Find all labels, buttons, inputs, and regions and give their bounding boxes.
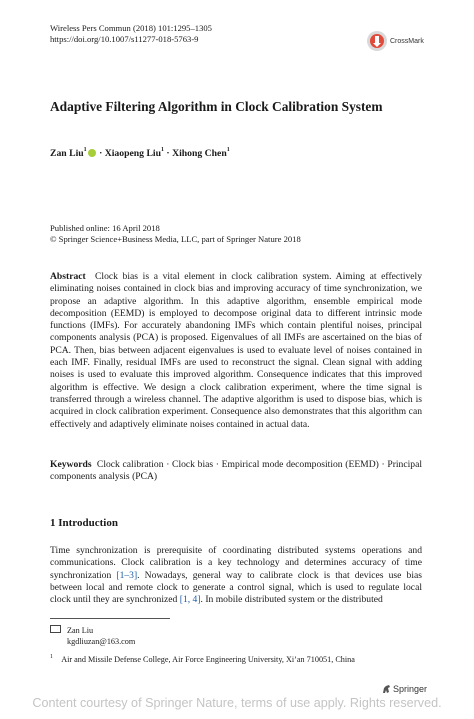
affiliation-footnote xyxy=(50,655,355,664)
springer-horse-icon xyxy=(382,684,391,694)
journal-header xyxy=(50,23,212,44)
paper-title: Adaptive Filtering Algorithm in Clock Calibration System xyxy=(50,99,383,114)
journal-citation: Wireless Pers Commun (2018) 101:1295–1305 xyxy=(50,23,212,33)
affiliation-text: Air and Missile Defense College, Air Force Engineering University, Xi’an 710051, China xyxy=(61,655,355,664)
envelope-icon xyxy=(50,625,61,633)
courtesy-watermark: Content courtesy of Springer Nature, terms of use apply. Rights reserved. xyxy=(32,696,442,710)
author-separator: · xyxy=(99,148,103,159)
author-affiliation-marker: 1 xyxy=(83,147,87,153)
footnote-divider xyxy=(50,618,170,619)
keywords-label: Keywords xyxy=(50,459,92,470)
doi-link[interactable]: https://doi.org/10.1007/s11277-018-5763-9 xyxy=(50,33,199,44)
author-name[interactable]: Zan Liu xyxy=(50,148,84,159)
intro-text-segment: . In mobile distributed system or the distributed xyxy=(200,594,383,606)
section-heading-introduction: 1 Introduction xyxy=(50,517,118,529)
author-affiliation-marker: 1 xyxy=(226,147,230,153)
published-date: Published online: 16 April 2018 xyxy=(50,223,160,233)
author-name[interactable]: Xihong Chen xyxy=(172,148,227,159)
citation-link[interactable]: [1, 4] xyxy=(179,594,201,606)
orcid-icon[interactable] xyxy=(88,149,96,157)
author-name[interactable]: Xiaopeng Liu xyxy=(104,148,161,159)
keywords-text: Clock calibration · Clock bias · Empirical mode decomposition (EEMD) · Principal components analysis (PCA) xyxy=(50,459,422,483)
copyright-line: © Springer Science+Business Media, LLC, part of Springer Nature 2018 xyxy=(50,233,301,244)
abstract-text: Clock bias is a vital element in clock calibration system. Aiming at effectively eliminating noises contained in clock bias and improving accuracy of time synchronization, we propose an adaptive algorithm. In this adaptive algorithm, ensemble empirical mode decomposition (EEMD) is employed to decompose original data to different intrinsic mode functions (IMFs). For accurately abandoning IMFs which contain plentiful noises, principal components analysis (PCA) is proposed. Eigenvalues of all IMFs are ascertained on the bias of PCA. Then, bias between adjacent eigenvalues is used to evaluate level of noises contained in each IMF. Finally, residual IMFs are used to reconstruct the signal. Clean signal with adding noises is used to evaluate this improved algorithm. Consequence indicates that this improved algorithm is effective. We design a clock calibration experiment, where the time signal is transferred through a wireless channel. The adaptive algorithm is used to dispose bias, which is acquired in clock calibration experiment. Consequence also demonstrates that this algorithm can effectively and adaptively eliminate noises contained in actual data. xyxy=(50,271,423,430)
corresponding-author-contact xyxy=(50,625,135,647)
crossmark-icon xyxy=(366,30,388,52)
abstract xyxy=(50,271,422,431)
publisher-name: Springer xyxy=(393,684,428,694)
intro-text-segment: . Nowadays, general way to calibrate clock is that devices use bias between local and remote clock to generate a control signal, which is used to regulate local clock until they are synchronized xyxy=(50,569,422,606)
contact-name: Zan Liu xyxy=(67,626,94,635)
intro-text-segment: Time synchronization is prerequisite of coordinating distributed systems operations and communications. Clock calibration is a key technology and determines accuracy of time synchronization xyxy=(50,545,422,581)
crossmark-badge[interactable] xyxy=(366,30,424,52)
citation-link[interactable]: [1–3] xyxy=(116,569,138,581)
abstract-label: Abstract xyxy=(50,271,86,282)
publication-info xyxy=(50,223,301,244)
contact-email[interactable]: kgdliuzan@163.com xyxy=(67,637,136,646)
keywords xyxy=(50,459,422,484)
author-separator: · xyxy=(166,148,170,159)
author-affiliation-marker: 1 xyxy=(161,147,164,153)
affiliation-number: 1 xyxy=(50,654,53,660)
publisher-logo xyxy=(382,684,427,694)
crossmark-label: CrossMark xyxy=(390,37,424,45)
author-list xyxy=(50,148,230,159)
introduction-paragraph xyxy=(50,545,422,606)
